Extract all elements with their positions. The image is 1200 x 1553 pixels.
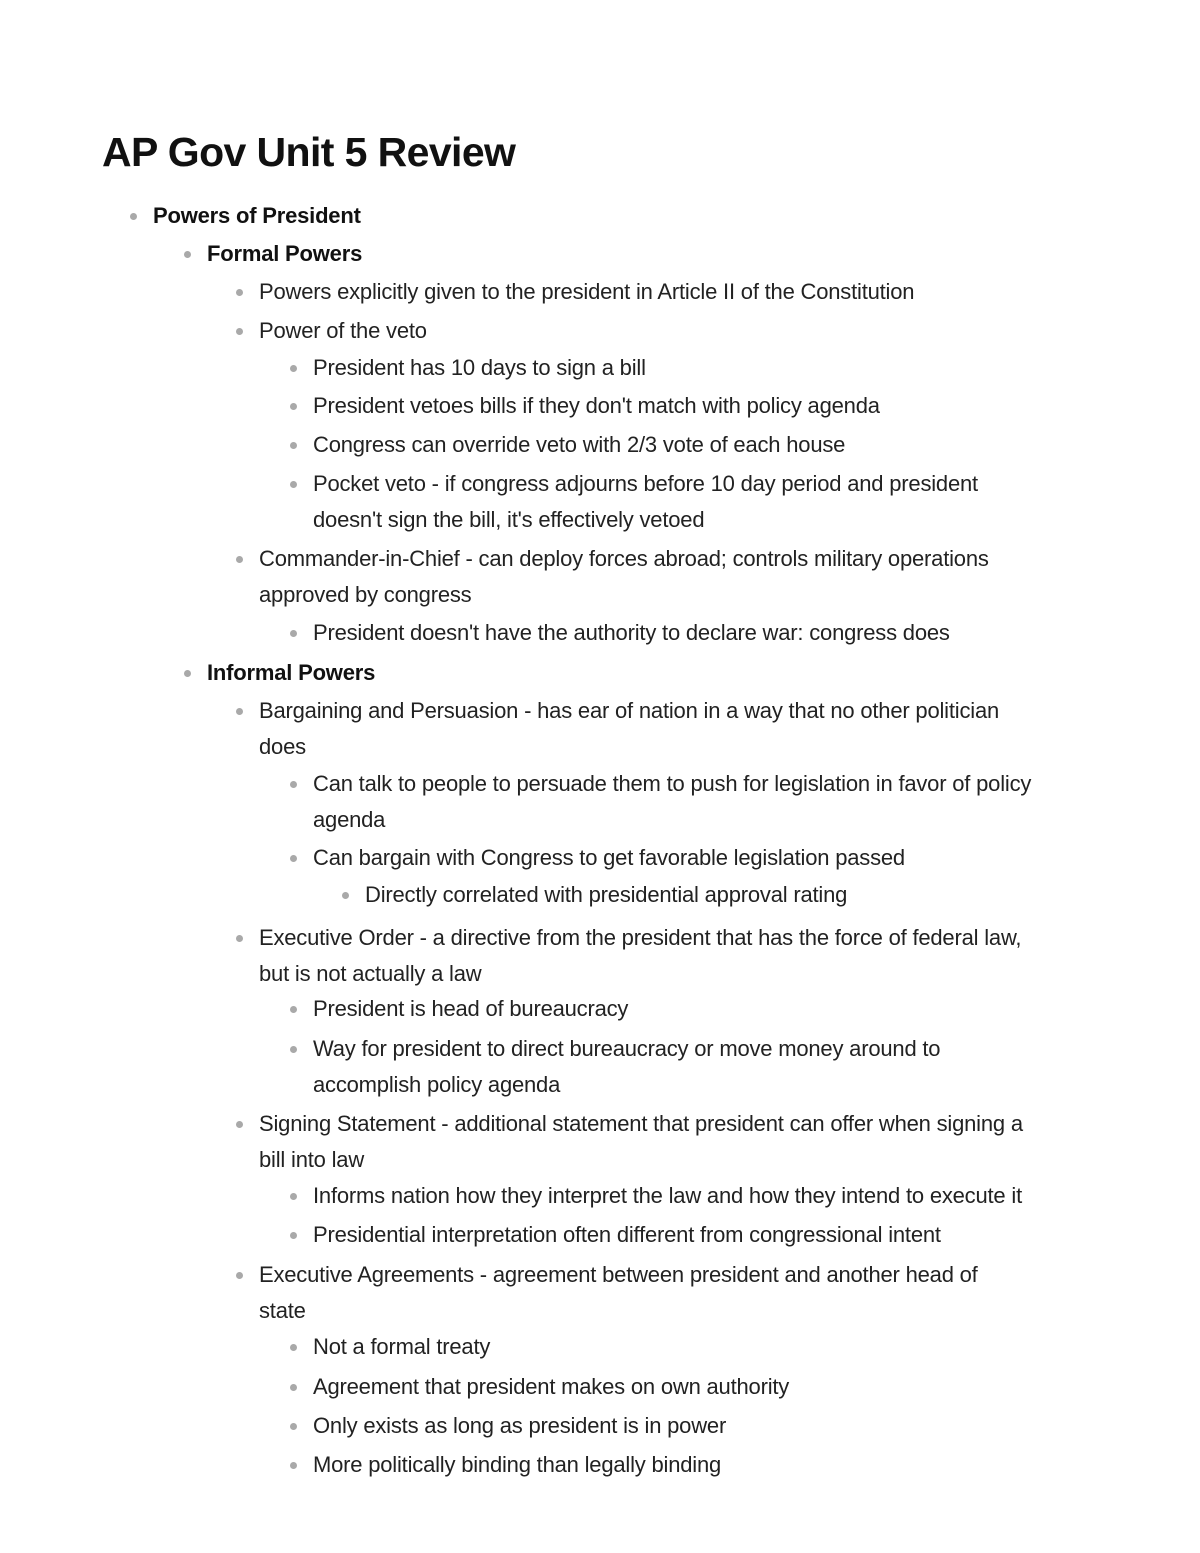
bullet-icon — [236, 935, 243, 942]
list-item: Pocket veto - if congress adjourns before 10 day period and president — [313, 471, 978, 496]
list-item: Can talk to people to persuade them to push for legislation in favor of policy — [313, 771, 1032, 796]
bullet-icon — [290, 1384, 297, 1391]
bullet-icon — [342, 892, 349, 899]
list-item-continuation: does — [259, 733, 306, 759]
list-item: Informal Powers — [207, 660, 376, 685]
list-item: President is head of bureaucracy — [313, 996, 629, 1021]
bullet-icon — [290, 630, 297, 637]
bullet-icon — [236, 1272, 243, 1279]
list-item: Can bargain with Congress to get favorable legislation passed — [313, 845, 905, 870]
list-item: Executive Order - a directive from the president that has the force of federal law, — [259, 925, 1022, 950]
list-item: Commander-in-Chief - can deploy forces abroad; controls military operations — [259, 546, 989, 571]
list-item: President has 10 days to sign a bill — [313, 355, 646, 380]
bullet-icon — [290, 1006, 297, 1013]
page-title: AP Gov Unit 5 Review — [102, 129, 516, 175]
bullet-icon — [236, 289, 243, 296]
bullet-icon — [236, 1121, 243, 1128]
bullet-icon — [184, 251, 191, 258]
list-item: Directly correlated with presidential approval rating — [365, 882, 848, 907]
bullet-icon — [290, 1462, 297, 1469]
list-item-continuation: state — [259, 1297, 306, 1323]
bullet-icon — [290, 1193, 297, 1200]
bullet-icon — [290, 442, 297, 449]
bullet-icon — [236, 556, 243, 563]
list-item: Executive Agreements - agreement between president and another head of — [259, 1262, 978, 1287]
list-item: Signing Statement - additional statement that president can offer when signing a — [259, 1111, 1023, 1136]
bullet-icon — [290, 1046, 297, 1053]
list-item: President vetoes bills if they don't match with policy agenda — [313, 393, 880, 418]
bullet-icon — [130, 213, 137, 220]
list-item-continuation: but is not actually a law — [259, 960, 482, 986]
bullet-icon — [290, 365, 297, 372]
bullet-icon — [236, 708, 243, 715]
list-item: Not a formal treaty — [313, 1334, 491, 1359]
bullet-icon — [290, 481, 297, 488]
bullet-icon — [290, 1423, 297, 1430]
list-item-continuation: accomplish policy agenda — [313, 1071, 561, 1097]
list-item: Only exists as long as president is in power — [313, 1413, 727, 1438]
bullet-icon — [290, 1232, 297, 1239]
bullet-icon — [290, 855, 297, 862]
list-item: Powers explicitly given to the president in Article II of the Constitution — [259, 279, 915, 304]
list-item: Formal Powers — [207, 241, 363, 266]
bullet-icon — [290, 1344, 297, 1351]
list-item-continuation: approved by congress — [259, 581, 472, 607]
bullet-icon — [184, 670, 191, 677]
list-item: Powers of President — [153, 203, 361, 228]
list-item: Presidential interpretation often different from congressional intent — [313, 1222, 941, 1247]
list-item: Power of the veto — [259, 318, 427, 343]
list-item-continuation: bill into law — [259, 1146, 365, 1172]
list-item-continuation: agenda — [313, 806, 386, 832]
list-item: Informs nation how they interpret the law and how they intend to execute it — [313, 1183, 1022, 1208]
list-item: Bargaining and Persuasion - has ear of nation in a way that no other politician — [259, 698, 1000, 723]
bullet-icon — [290, 781, 297, 788]
list-item: Congress can override veto with 2/3 vote of each house — [313, 432, 846, 457]
bullet-icon — [236, 328, 243, 335]
bullet-icon — [290, 403, 297, 410]
list-item: President doesn't have the authority to declare war: congress does — [313, 620, 950, 645]
list-item: More politically binding than legally binding — [313, 1452, 722, 1477]
list-item: Agreement that president makes on own authority — [313, 1374, 790, 1399]
list-item-continuation: doesn't sign the bill, it's effectively vetoed — [313, 506, 705, 532]
list-item: Way for president to direct bureaucracy or move money around to — [313, 1036, 941, 1061]
